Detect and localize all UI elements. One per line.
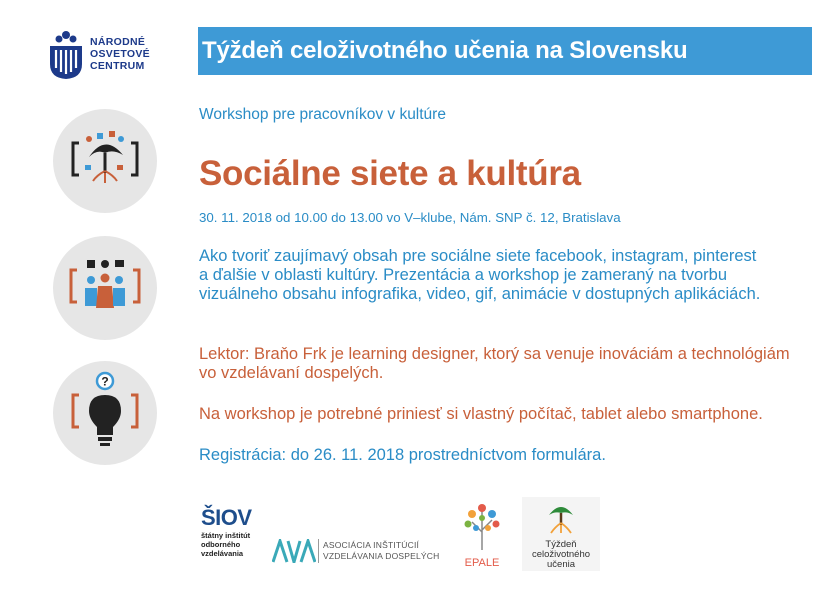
aiv-mark-icon: [272, 539, 316, 563]
siov-subtext: [201, 531, 261, 558]
narodne-osvetove-centrum-logo: [48, 26, 163, 82]
siov-name: ŠIOV: [201, 505, 252, 530]
epale-logo: [458, 500, 506, 568]
event-date-location: 30. 11. 2018 od 10.00 do 13.00 vo V–klube, Nám. SNP č. 12, Bratislava: [199, 210, 621, 225]
people-group-icon: [53, 236, 157, 340]
nos-line2: OSVETOVÉ: [90, 48, 150, 60]
siov-line1: štátny inštitút: [201, 531, 251, 540]
nos-text: [90, 36, 150, 72]
aiv-separator: [318, 539, 319, 563]
lector-info: [199, 345, 790, 383]
workshop-subtitle: Workshop pre pracovníkov v kultúre: [199, 106, 446, 123]
tree-knowledge-icon: [53, 109, 157, 213]
nos-emblem-icon: [48, 28, 84, 80]
question-mark: ?: [101, 374, 109, 389]
siov-logo: [201, 507, 261, 567]
circle-lightbulb: [53, 361, 157, 465]
circle-tree: [53, 109, 157, 213]
desc-line-1: Ako tvoriť zaujímavý obsah pre sociálne siete facebook, instagram, pinterest: [199, 247, 757, 265]
aiv-line2: VZDELÁVANIA DOSPELÝCH: [323, 551, 440, 561]
siov-line2: odborného: [201, 540, 241, 549]
lector-line-2: vo vzdelávaní dospelých.: [199, 364, 384, 382]
event-description: [199, 247, 760, 304]
header-banner: Týždeň celoživotného učenia na Slovensku: [198, 27, 812, 75]
nos-line1: NÁRODNÉ: [90, 36, 146, 48]
tcu-line2: celoživotného: [531, 549, 591, 560]
aiv-line1: ASOCIÁCIA INŠTITÚCIÍ: [323, 540, 420, 550]
tcu-line3: učenia: [547, 559, 575, 570]
lightbulb-question-icon: [53, 361, 157, 465]
bring-device-note: Na workshop je potrebné priniesť si vlastný počítač, tablet alebo smartphone.: [199, 405, 763, 423]
tcu-line1: Týždeň: [545, 539, 577, 550]
epale-label: EPALE: [464, 557, 500, 569]
epale-tree-icon: [460, 500, 504, 552]
page-title: Sociálne siete a kultúra: [199, 154, 581, 193]
desc-line-3: vizuálneho obsahu infografika, video, gif, animácie v dostupných aplikáciách.: [199, 285, 761, 303]
desc-line-2: a ďalšie v oblasti kultúry. Prezentácia a workshop je zameraný na tvorbu: [199, 266, 728, 284]
nos-line3: CENTRUM: [90, 60, 145, 72]
registration-link[interactable]: Registrácia: do 26. 11. 2018 prostredníctvom formulára.: [199, 446, 606, 464]
tcu-logo: [522, 497, 600, 571]
aiv-logo: [272, 537, 439, 565]
siov-line3: vzdelávania: [201, 549, 244, 558]
lector-line-1: Lektor: Braňo Frk je learning designer, ktorý sa venuje inováciám a technológiám: [199, 345, 790, 363]
tcu-text: [522, 540, 600, 570]
tcu-tree-icon: [541, 501, 581, 535]
circle-people: [53, 236, 157, 340]
aiv-text: [323, 540, 439, 562]
